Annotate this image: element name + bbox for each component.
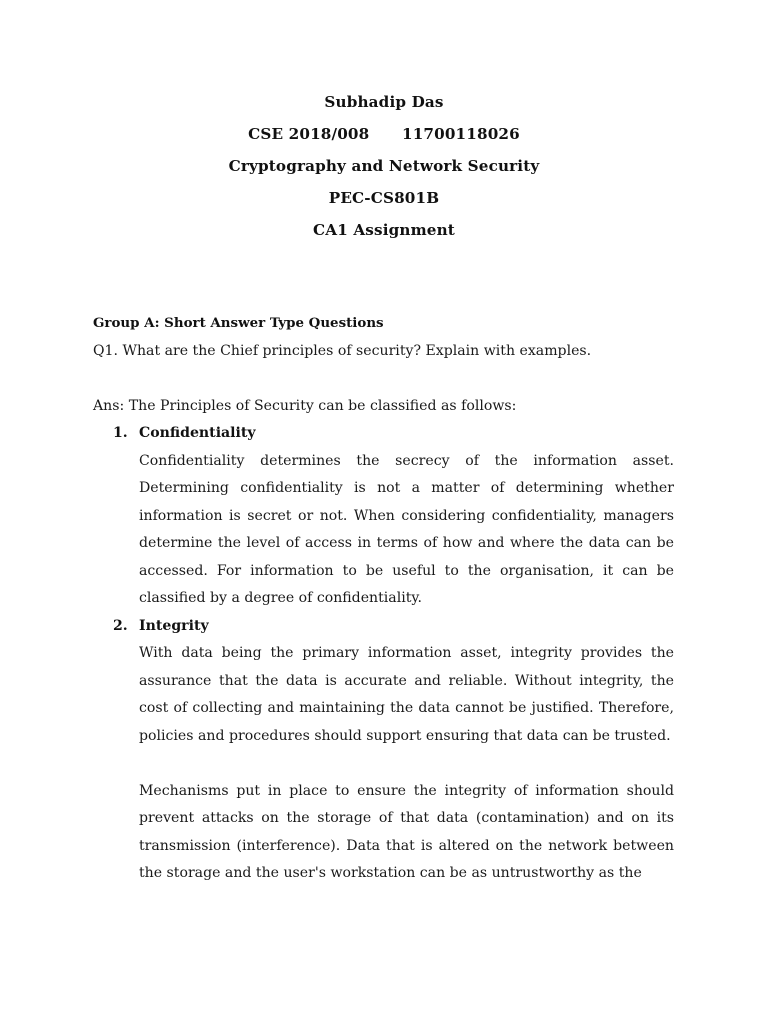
paragraph-spacer — [93, 365, 674, 393]
list-item-paragraph: Confidentiality determines the secrecy of the information asset. Determining confidentiality is not a matter of determining whether information is secret or not. When considering confidentiality, managers determine the level of access in terms of how and where the data can be accessed. For information to be useful to the organisation, it can be classified by a degree of confidentiality. — [139, 452, 674, 606]
list-item-paragraph: With data being the primary information asset, integrity provides the assurance that the data is accurate and reliable. Without integrity, the cost of collecting and maintaining the data cannot be justified. Therefore, policies and procedures should support ensuring that data can be trusted. — [139, 645, 674, 744]
list-item-marker: 1. — [113, 425, 128, 441]
group-heading: Group A: Short Answer Type Questions — [93, 315, 384, 331]
header-subject: Cryptography and Network Security — [228, 157, 540, 175]
list-item-label: Confidentiality — [139, 425, 256, 441]
list-item — [93, 613, 674, 888]
list-item — [93, 420, 674, 613]
answer-intro: Ans: The Principles of Security can be classified as follows: — [93, 397, 517, 414]
list-item-marker: 2. — [113, 617, 128, 634]
header-assignment-title: CA1 Assignment — [313, 221, 455, 239]
header-paper-code: PEC-CS801B — [328, 189, 440, 207]
document-body — [93, 310, 674, 888]
list-item-label: Integrity — [139, 617, 209, 634]
list-item-paragraph: Mechanisms put in place to ensure the integrity of information should prevent attacks on the storage of that data (contamination) and on its transmission (interference). Data that is altered on the network between the storage and the user's workstation can be as untrustworthy as the — [139, 782, 674, 881]
header-student-name: Subhadip Das — [324, 93, 444, 111]
question-q1: Q1. What are the Chief principles of security? Explain with examples. — [93, 342, 592, 359]
header-roll-line: CSE 2018/008 11700118026 — [248, 125, 520, 143]
principles-list — [93, 420, 674, 888]
document-header — [0, 86, 768, 246]
